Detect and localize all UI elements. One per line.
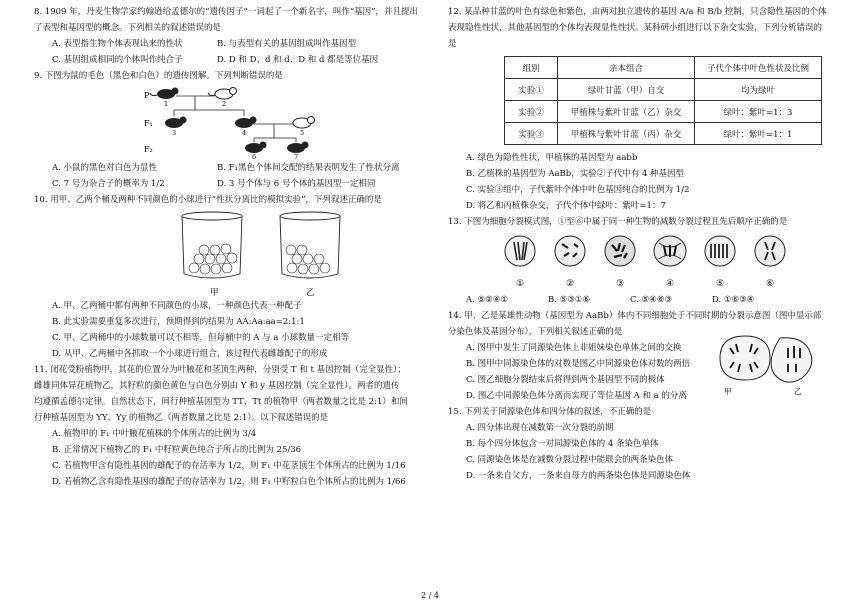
table-cell: 实验①	[505, 79, 558, 101]
question-10-option-b: B. 此实验需要重复多次进行，预期得到的结果为 AA:Aa:aa=2:1:1	[52, 317, 305, 327]
question-15-option-b: B. 每个四分体包含一对同源染色体的 4 条染色单体	[466, 439, 659, 449]
table-header-cell: 组别	[505, 57, 558, 79]
table-cell: 绿叶甘蓝（甲）自交	[558, 79, 695, 101]
cell-label-2: ②	[565, 279, 575, 289]
question-9-option-d: D. 3 号个体与 6 号个体的基因型一定相同	[217, 179, 376, 189]
mouse-6-black-icon	[245, 142, 267, 154]
question-12-option-b: B. 乙植株的基因型为 AaBb，实验②子代中有 4 种基因型	[466, 169, 685, 179]
question-12-stem-line-1: 12. 某品种甘蓝的叶色有绿色和紫色，由两对独立遗传的基因 A/a 和 B/b 控制，只含隐性基因的个体	[448, 7, 827, 17]
question-10-option-a: A. 甲、乙两桶中都有两种不同颜色的小球，一种颜色代表一种配子	[52, 301, 302, 311]
question-14-option-a: A. 图甲中发生了同源染色体上非姐妹染色单体之间的交换	[466, 343, 682, 353]
cell-label-6: ⑥	[765, 279, 775, 289]
question-11-stem-line-4: 行种植基因型为 YY、Yy 的植物乙（两者数量之比是 2:1）。以下叙述错误的是	[34, 413, 329, 423]
cell-yi-icon	[771, 338, 812, 382]
cell-jia-label: 甲	[724, 387, 732, 396]
mouse-pedigree-diagram	[34, 84, 426, 160]
question-10-stem: 10. 用甲、乙两个桶及两种不同颜色的小球进行“性状分离比的模拟实验”，下列叙述正确的是	[34, 195, 382, 205]
cell-6-icon	[755, 236, 785, 266]
left-column	[34, 4, 426, 490]
question-10	[34, 192, 426, 362]
pedigree-number-3: 3	[172, 129, 177, 137]
question-15-stem: 15. 下列关于同源染色体和四分体的叙述，不正确的是	[448, 407, 652, 417]
mouse-pedigree-figure	[34, 84, 426, 160]
cell-3-icon	[605, 236, 635, 266]
table-header-row	[505, 57, 822, 79]
question-8-option-a: A. 表型指生物个体表现出来的性状	[52, 39, 183, 49]
question-14-option-c: C. 图乙细胞分裂结束后将得到两个基因型不同的极体	[466, 375, 665, 385]
question-13-option-c: C. ⑤④⑥③	[630, 295, 673, 305]
cell-label-1: ①	[515, 279, 525, 289]
question-8-option-b: B. 与表型有关的基因组成叫作基因型	[217, 39, 357, 49]
bucket-jia-icon	[182, 212, 242, 278]
question-12	[448, 4, 836, 214]
question-8-stem-line-1: 8. 1909 年，丹麦生物学家约翰逊给孟德尔的“遗传因子”一词起了一个新名字，叫作“基因”，并且提出	[34, 7, 419, 17]
question-9-stem: 9. 下图为鼠的毛色（黑色和白色）的遗传图解。下列判断错误的是	[34, 71, 283, 81]
question-13-option-d: D. ①⑥③④	[712, 295, 755, 305]
buckets-figure	[34, 208, 426, 298]
table-row	[505, 101, 822, 123]
question-13-stem: 13. 下图为细胞分裂模式图，①至⑥中属于同一种生物的减数分裂过程且先后顺序正确的是	[448, 217, 788, 227]
bucket-yi-label: 乙	[306, 288, 315, 298]
right-column	[448, 4, 836, 484]
mouse-2-white-icon	[208, 88, 237, 100]
question-11-stem-line-3: 均遵循孟德尔定律。自然状态下，间行种植基因型为 TT、Tt 的植物甲（两者数量之比是 2:1）和间	[34, 397, 408, 407]
question-15	[448, 404, 836, 484]
question-11-option-c: C. 若植物甲含有隐性基因的雄配子的存活率为 1/2，则 F₁ 中花茎顶生个体所占的比例为 1/16	[52, 461, 406, 471]
question-10-option-d: D. 从甲、乙两桶中各抓取一个小球进行组合，该过程代表雌雄配子的形成	[52, 349, 328, 359]
buckets-diagram	[34, 208, 426, 298]
question-15-option-a: A. 四分体出现在减数第一次分裂的前期	[466, 423, 614, 433]
cell-label-5: ⑤	[715, 279, 725, 289]
question-11	[34, 362, 426, 490]
question-12-stem-line-2: 表现隐性性状，其他基因型的个体均表现显性性状。某科研小组进行以下杂交实验，下列分析错误的	[448, 23, 823, 33]
cross-experiment-table	[504, 56, 822, 145]
question-13	[448, 214, 836, 308]
mouse-4-black-icon	[235, 117, 257, 129]
question-13-option-a: A. ⑤②④①	[466, 295, 509, 305]
table-cell: 实验③	[505, 123, 558, 145]
page-number: 2 / 4	[421, 591, 439, 600]
mouse-7-black-icon	[287, 142, 309, 154]
bucket-jia-label: 甲	[210, 288, 219, 298]
question-9-option-a: A. 小鼠的黑色对白色为显性	[52, 163, 158, 173]
question-14-option-d: D. 图乙中同源染色体分离而实现了等位基因 A 和 a 的分离	[466, 391, 687, 401]
pedigree-number-5: 5	[300, 129, 305, 137]
question-8-option-c: C. 基因组成相同的个体叫作纯合子	[52, 55, 183, 65]
cell-label-4: ④	[665, 279, 675, 289]
cell-number-labels	[516, 279, 774, 289]
question-8-stem-line-2: 了表型和基因型的概念。下列相关的叙述错误的是	[34, 23, 222, 33]
bucket-jia-balls	[189, 244, 237, 274]
pedigree-number-2: 2	[222, 100, 227, 108]
question-12-option-c: C. 实验③组中，子代紫叶个体中叶色基因纯合的比例为 1/2	[466, 185, 690, 195]
question-12-stem-line-3: 是	[448, 39, 457, 49]
question-12-option-d: D. 将乙和丙植株杂交，子代个体中绿叶：紫叶=1：7	[466, 201, 666, 211]
table-header-cell: 子代个体中叶色性状及比例	[695, 57, 822, 79]
pedigree-number-7: 7	[294, 153, 299, 160]
mouse-5-white-icon	[293, 117, 315, 129]
cell-1-icon	[505, 236, 535, 266]
question-9-option-b: B. F₁黑色个体间交配的结果表明发生了性状分离	[217, 163, 400, 173]
cell-yi-label: 乙	[794, 387, 802, 396]
cell-division-diagram	[448, 230, 836, 292]
question-11-stem-line-1: 11. 闭花受粉植物甲，其花的位置分为叶腋花和茎顶生两种，分别受 T 和 t 基因控制（完全显性）；	[34, 365, 406, 375]
mouse-3-black-icon	[165, 117, 187, 129]
pedigree-label-p: P	[144, 91, 150, 100]
question-13-option-b: B. ⑤③①⑥	[548, 295, 591, 305]
question-9	[34, 68, 426, 192]
question-10-option-c: C. 甲、乙两桶中的小球数量可以不相等，但每桶中的 A 与 a 小球数量一定相等	[52, 333, 350, 343]
question-15-option-d: D. 一条来自父方，一条来自母方的两条染色体是同源染色体	[466, 471, 691, 481]
table-cell: 绿叶：紫叶=1：3	[695, 101, 822, 123]
table-cell: 实验②	[505, 101, 558, 123]
cell-4-icon	[654, 236, 686, 266]
table-cell: 绿叶：紫叶=1：1	[695, 123, 822, 145]
question-11-option-d: D. 若植物乙含有隐性基因的雄配子的存活率为 1/2，则 F₁ 中籽粒白色个体所占的比例为 1/66	[52, 477, 406, 487]
question-8-option-d: D. D 和 D、d 和 d、D 和 d 都是等位基因	[217, 55, 379, 65]
question-11-option-b: B. 正常情况下植物乙的 F₁ 中籽粒黄色纯合子所占的比例为 25/36	[52, 445, 302, 455]
question-9-option-c: C. 7 号为杂合子的概率为 1/2	[52, 179, 165, 189]
cell-label-3: ③	[615, 279, 625, 289]
table-cell: 甲植株与紫叶甘蓝（丙）杂交	[558, 123, 695, 145]
table-row	[505, 123, 822, 145]
question-15-option-c: C. 同源染色体是在减数分裂过程中能联会的两条染色体	[466, 455, 674, 465]
cell-2-icon	[555, 236, 585, 266]
question-14-stem-line-1: 14. 甲、乙是某雄性动物（基因型为 AaBb）体内不同细胞处于不同时期的分裂示意图（图中显示部	[448, 311, 822, 321]
table-header-cell: 亲本组合	[558, 57, 695, 79]
question-11-option-a: A. 植物甲的 F₁ 中叶腋花植株的个体所占的比例为 3/4	[52, 429, 257, 439]
table-row	[505, 79, 822, 101]
cell-division-figure	[448, 230, 836, 292]
pedigree-number-1: 1	[164, 100, 169, 108]
pedigree-number-4: 4	[242, 129, 247, 137]
question-14-option-b: B. 图甲中同源染色体的对数是图乙中同源染色体对数的两倍	[466, 359, 691, 369]
cell-5-icon	[705, 236, 735, 266]
bucket-yi-balls	[286, 245, 330, 274]
question-12-option-a: A. 绿色为隐性性状，甲植株的基因型为 aabb	[466, 153, 638, 163]
cell-jia-icon	[720, 336, 770, 380]
pedigree-number-6: 6	[252, 153, 257, 160]
table-cell: 均为绿叶	[695, 79, 822, 101]
bucket-yi-icon	[280, 212, 340, 278]
question-8	[34, 4, 426, 68]
mouse-1-black-icon	[150, 88, 179, 100]
question-11-stem-line-2: 雌雄同体异花植物乙，其籽粒的颜色黄色与白色分别由 Y 和 y 基因控制（完全显性）。两者的遗传	[34, 381, 400, 391]
meiosis-cells-figure	[714, 330, 834, 412]
table-cell: 甲植株与紫叶甘蓝（乙）杂交	[558, 101, 695, 123]
question-14	[448, 308, 836, 404]
pedigree-label-f1: F₁	[144, 119, 153, 128]
pedigree-label-f2: F₂	[144, 145, 153, 154]
question-14-stem-line-2: 分染色体及基因分布），下列相关叙述正确的是	[448, 327, 623, 337]
